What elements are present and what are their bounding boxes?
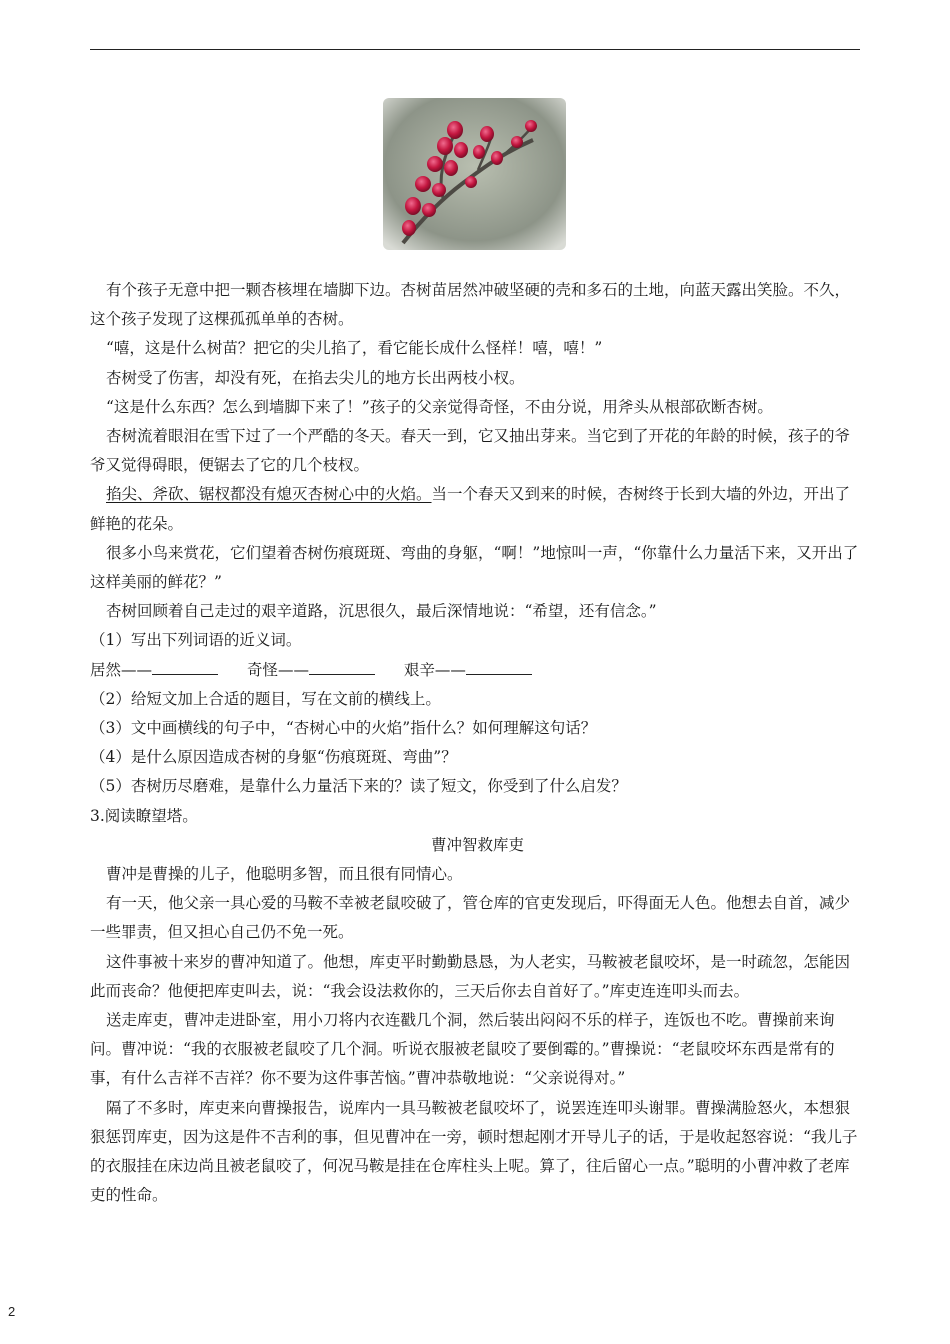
word-prompt: 居然——	[90, 660, 153, 679]
question-4: （4）是什么原因造成杏树的身躯“伤痕斑斑、弯曲”？	[90, 748, 457, 767]
underlined-sentence: 掐尖、斧砍、锯杈都没有熄灭杏树心中的火焰。	[106, 485, 432, 504]
header-rule	[90, 49, 860, 50]
synonym-blanks	[90, 656, 865, 685]
paragraph: 有一天，他父亲一具心爱的马鞍不幸被老鼠咬破了，管仓库的官吏发现后，吓得面无人色。他想去自首，减少一些罪责，但又担心自己仍不免一死。	[90, 894, 851, 942]
answer-blank[interactable]	[466, 660, 532, 675]
word-prompt: 奇怪——	[246, 660, 309, 679]
answer-blank[interactable]	[309, 660, 375, 675]
section-heading: 3.阅读瞭望塔。	[90, 806, 198, 825]
sentence-continuation: 当一个春天又到来的时候，杏树终于长到大墙的外边，开出了鲜艳的花朵。	[90, 485, 851, 533]
question-2: （2）给短文加上合适的题目，写在文前的横线上。	[90, 689, 441, 708]
paragraph: 曹冲是曹操的儿子，他聪明多智，而且很有同情心。	[106, 865, 463, 884]
document-body	[90, 276, 865, 1211]
paragraph: 有个孩子无意中把一颗杏核埋在墙脚下边。杏树苗居然冲破坚硬的壳和多石的土地，向蓝天露出笑脸。不久，这个孩子发现了这棵孤孤单单的杏树。	[90, 281, 851, 329]
paragraph: 杏树回顾着自己走过的艰辛道路，沉思很久，最后深情地说：“希望，还有信念。”	[106, 602, 657, 621]
story-title: 曹冲智救库吏	[430, 835, 524, 854]
page-number: 2	[8, 1304, 16, 1319]
paragraph: 杏树受了伤害，却没有死，在掐去尖儿的地方长出两枝小杈。	[106, 368, 525, 387]
paragraph: 这件事被十来岁的曹冲知道了。他想，库吏平时勤勤恳恳，为人老实，马鞍被老鼠咬坏，是一时疏忽，怎能因此而丧命？他便把库吏叫去，说：“我会设法救你的，三天后你去自首好了。”库吏连连叩头而去。	[90, 952, 851, 1000]
question-1: （1）写出下列词语的近义词。	[90, 631, 302, 650]
paragraph: 杏树流着眼泪在雪下过了一个严酷的冬天。春天一到，它又抽出芽来。当它到了开花的年龄的时候，孩子的爷爷又觉得碍眼，便锯去了它的几个枝杈。	[90, 427, 851, 475]
paragraph: 隔了不多时，库吏来向曹操报告，说库内一具马鞍被老鼠咬坏了，说罢连连叩头谢罪。曹操满脸怒火，本想狠狠惩罚库吏，因为这是件不吉利的事，但见曹冲在一旁，顿时想起刚才开导儿子的话，于是收起怒容说：“我儿子的衣服挂在床边尚且被老鼠咬了，何况马鞍是挂在仓库柱头上呢。算了，往后留心一点。”聪明的小曹冲救了老库吏的性命。	[90, 1098, 858, 1205]
question-3: （3）文中画横线的句子中，“杏树心中的火焰”指什么？如何理解这句话？	[90, 719, 597, 738]
word-prompt: 艰辛——	[403, 660, 466, 679]
question-5: （5）杏树历尽磨难，是靠什么力量活下来的？读了短文，你受到了什么启发？	[90, 777, 627, 796]
paragraph: “嘻，这是什么树苗？把它的尖儿掐了，看它能长成什么怪样！嘻，嘻！”	[106, 339, 603, 358]
apricot-blossom-photo	[383, 98, 566, 250]
paragraph: 送走库吏，曹冲走进卧室，用小刀将内衣连戳几个洞，然后装出闷闷不乐的样子，连饭也不吃。曹操前来询问。曹冲说：“我的衣服被老鼠咬了几个洞。听说衣服被老鼠咬了要倒霉的。”曹操说：“老鼠咬坏东西是常有的事，有什么吉祥不吉祥？你不要为这件事苦恼。”曹冲恭敬地说：“父亲说得对。”	[90, 1011, 835, 1088]
paragraph-underlined	[90, 480, 865, 538]
paragraph: “这是什么东西？怎么到墙脚下来了！”孩子的父亲觉得奇怪，不由分说，用斧头从根部砍断杏树。	[106, 397, 773, 416]
paragraph: 很多小鸟来赏花，它们望着杏树伤痕斑斑、弯曲的身躯，“啊！”地惊叫一声，“你靠什么力量活下来，又开出了这样美丽的鲜花？”	[90, 543, 859, 592]
answer-blank[interactable]	[152, 660, 218, 675]
